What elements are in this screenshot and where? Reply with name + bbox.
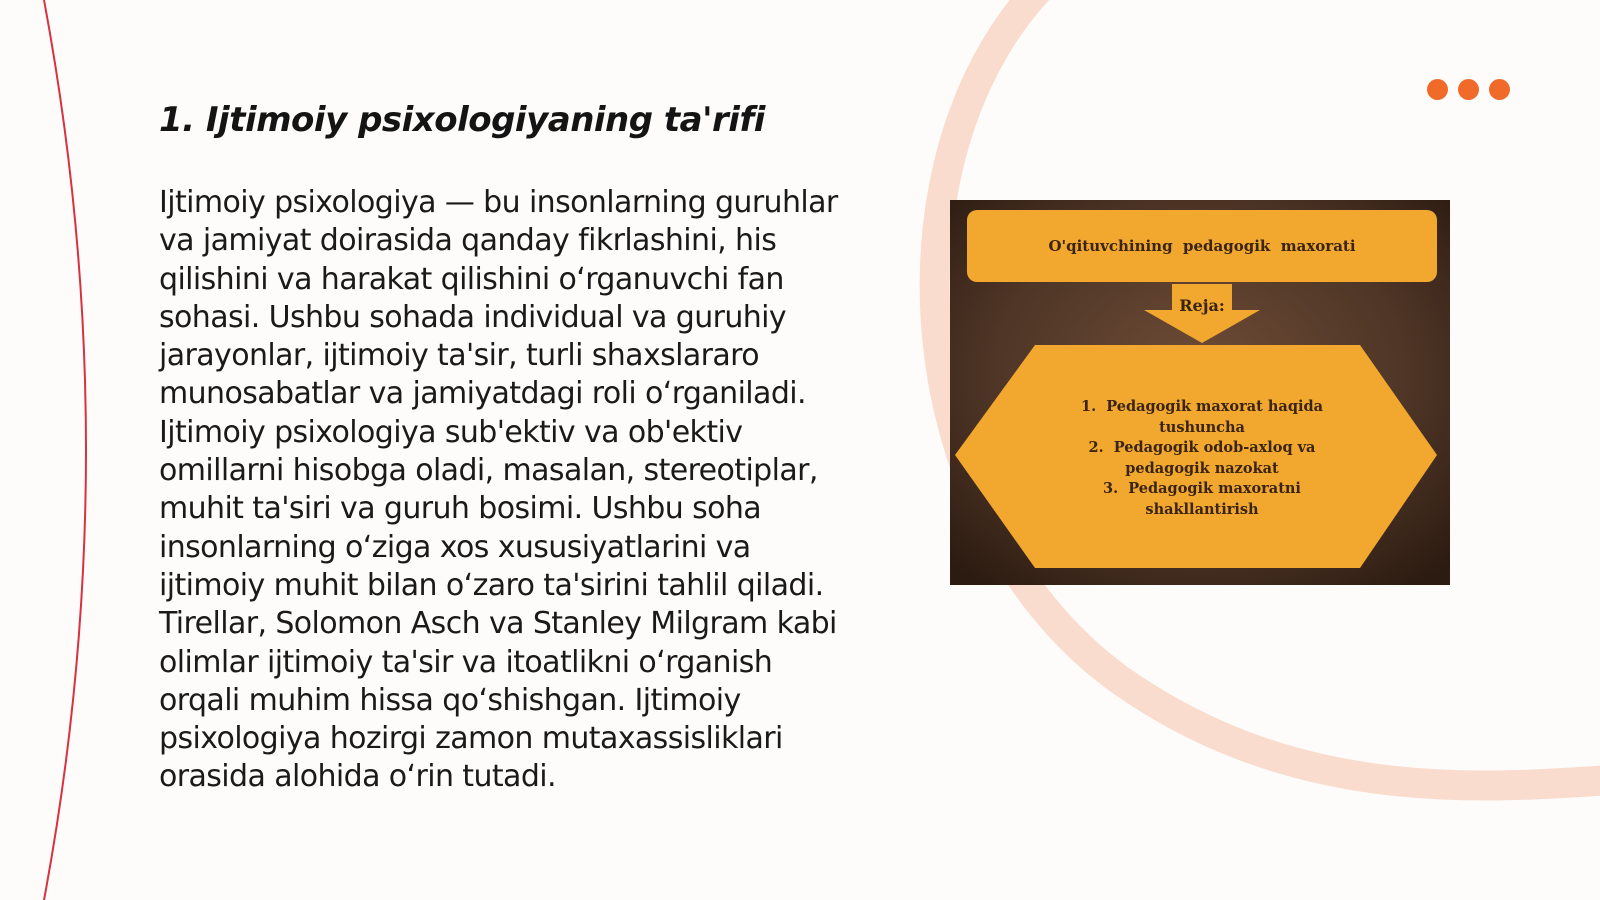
dot xyxy=(1427,79,1448,100)
plan-line: 3. Pedagogik maxoratni xyxy=(1103,480,1301,497)
plan-line: pedagogik nazokat xyxy=(1125,460,1279,477)
slide-body-text: Ijtimoiy psixologiya — bu insonlarning guruhlar va jamiyat doirasida qanday fikrlashini, his qilishini va harakat qilishini o‘rganuvchi fan sohasi. Ushbu sohada individual va guruhiy jarayonlar, ijtimoiy ta'sir, turli shaxslararo munosabatlar va jamiyatdagi roli o‘rganiladi. Ijtimoiy psixologiya sub'ektiv va ob'ektiv omillarni hisobga oladi, masalan, stereotiplar, muhit ta'siri va guruh bosimi. Ushbu soha insonlarning o‘ziga xos xususiyatlarini va ijtimoiy muhit bilan o‘zaro ta'sirini tahlil qiladi. Tirellar, Solomon Asch va Stanley Milgram kabi olimlar ijtimoiy ta'sir va itoatlikni o‘rganish orqali muhim hissa qo‘shishgan. Ijtimoiy psixologiya hozirgi zamon mutaxassisliklari orasida alohida o‘rin tutadi. xyxy=(159,185,838,795)
dot xyxy=(1489,79,1510,100)
three-dots-icon xyxy=(1427,79,1513,101)
plan-line: tushuncha xyxy=(1159,419,1245,436)
figure-hexagon xyxy=(955,345,1437,568)
left-accent-line xyxy=(44,0,86,900)
slide-title: 1. Ijtimoiy psixologiyaning ta'rifi xyxy=(159,100,765,140)
plan-line: 1. Pedagogik maxorat haqida xyxy=(1080,398,1324,415)
plan-line: shakllantirish xyxy=(1145,501,1259,518)
dot xyxy=(1458,79,1479,100)
plan-line: 2. Pedagogik odob-axloq va xyxy=(1088,439,1316,456)
pedagogical-skill-figure xyxy=(950,200,1450,585)
figure-header-text: O'qituvchining pedagogik maxorati xyxy=(1048,237,1356,255)
arrow-label: Reja: xyxy=(1179,296,1225,315)
